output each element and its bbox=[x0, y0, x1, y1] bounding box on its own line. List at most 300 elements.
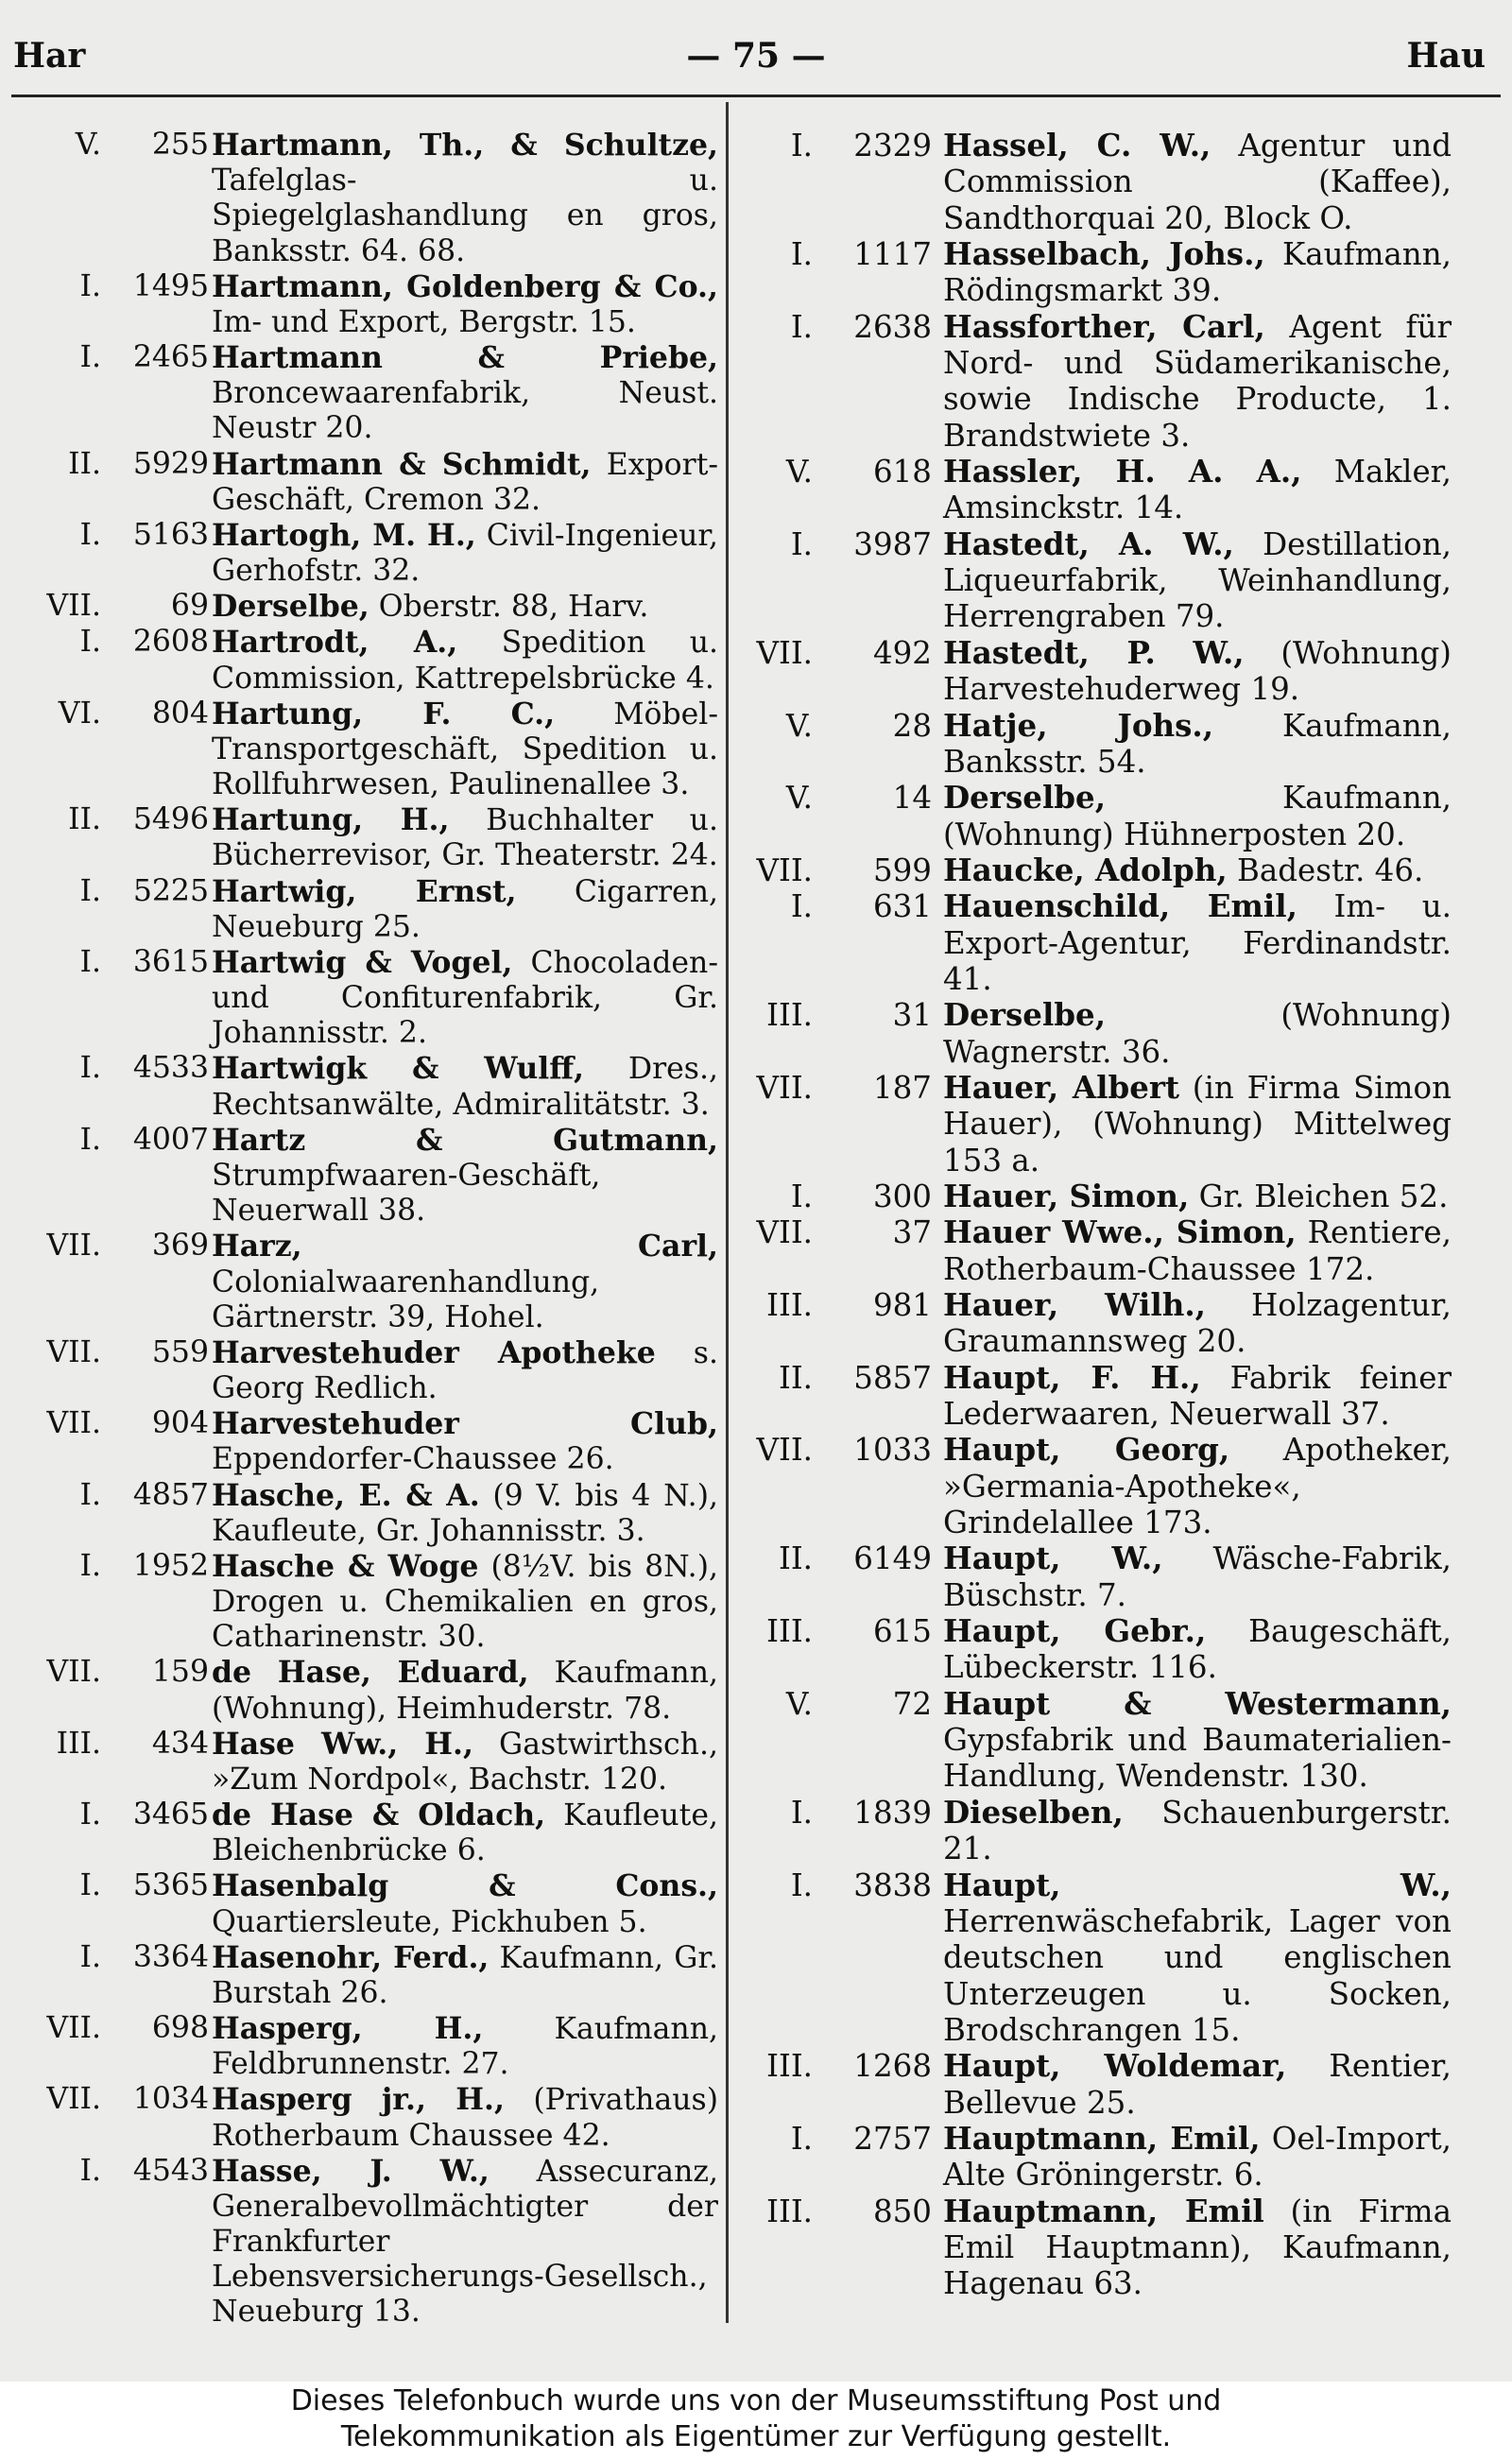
directory-entry bbox=[735, 2121, 1452, 2193]
exchange-district: V. bbox=[785, 1685, 813, 1722]
entry-text bbox=[943, 780, 1452, 852]
entry-text bbox=[212, 1868, 718, 1939]
subscriber-name: Hase Ww., H., bbox=[212, 1726, 473, 1762]
entry-text bbox=[943, 1540, 1452, 1613]
subscriber-details: Kaufleute, Bleichenbrücke 6. bbox=[212, 1798, 718, 1868]
directory-entry bbox=[735, 1867, 1452, 2049]
line-number: 28 bbox=[892, 707, 932, 744]
phone-number bbox=[735, 309, 943, 345]
subscriber-name: Derselbe, bbox=[943, 996, 1107, 1034]
phone-number bbox=[11, 697, 212, 731]
exchange-district: II. bbox=[68, 446, 101, 481]
subscriber-details: Badestr. 46. bbox=[1227, 852, 1424, 888]
phone-number bbox=[735, 1867, 943, 1903]
phone-number bbox=[735, 454, 943, 490]
line-number: 4007 bbox=[132, 1122, 209, 1157]
line-number: 698 bbox=[151, 2011, 209, 2046]
subscriber-name: Hartmann, Th., & Schultze, bbox=[212, 128, 718, 163]
line-number: 1839 bbox=[853, 1794, 932, 1831]
entry-text bbox=[943, 2048, 1452, 2121]
line-number: 631 bbox=[872, 888, 932, 925]
subscriber-name: Hasenohr, Ferd., bbox=[212, 1939, 490, 1975]
line-number: 4857 bbox=[132, 1477, 209, 1512]
phone-number bbox=[735, 635, 943, 671]
phone-number bbox=[11, 1123, 212, 1158]
subscriber-details: s. Georg Redlich. bbox=[212, 1335, 718, 1406]
subscriber-name: Hasse, J. W., bbox=[212, 2153, 490, 2189]
directory-entry bbox=[11, 1549, 718, 1656]
line-number: 2757 bbox=[853, 2120, 932, 2157]
entry-text bbox=[212, 128, 718, 269]
subscriber-name: Hasselbach, Johs., bbox=[943, 235, 1265, 273]
subscriber-details: Kaufmann, Feldbrunnenstr. 27. bbox=[212, 2012, 718, 2082]
subscriber-details: Fabrik feiner Lederwaaren, Neuerwall 37. bbox=[943, 1359, 1452, 1433]
directory-entry bbox=[735, 1287, 1452, 1360]
entry-text bbox=[212, 874, 718, 945]
subscriber-name: Hartogh, M. H., bbox=[212, 517, 476, 553]
line-number: 850 bbox=[872, 2193, 932, 2229]
subscriber-details: (Wohnung) Harvestehuderweg 19. bbox=[943, 634, 1452, 708]
directory-entry bbox=[11, 1229, 718, 1335]
subscriber-details: Oberstr. 88, Harv. bbox=[369, 590, 649, 625]
directory-entry bbox=[735, 309, 1452, 454]
directory-entry bbox=[735, 454, 1452, 526]
directory-entry bbox=[11, 1940, 718, 2011]
entry-text bbox=[212, 1123, 718, 1230]
subscriber-details: Colonialwaarenhandlung, Gärtnerstr. 39, Hohel. bbox=[212, 1264, 600, 1334]
entry-text bbox=[943, 708, 1452, 781]
phone-number bbox=[11, 128, 212, 163]
subscriber-details: Möbel-Transportgeschäft, Spedition u. Rollfuhrwesen, Paulinenallee 3. bbox=[212, 697, 718, 802]
line-number: 369 bbox=[151, 1229, 209, 1264]
entry-text bbox=[212, 1478, 718, 1549]
line-number: 615 bbox=[872, 1613, 932, 1650]
exchange-district: II. bbox=[68, 802, 101, 837]
subscriber-name: Derselbe, bbox=[212, 589, 369, 625]
subscriber-details: Herrenwäschefabrik, Lager von deutschen und englischen Unterzeugen u. Socken, Brodschrangen 15. bbox=[943, 1902, 1452, 2048]
subscriber-name: Harz, Carl, bbox=[212, 1229, 718, 1264]
exchange-district: I. bbox=[790, 128, 813, 163]
exchange-district: III. bbox=[766, 1613, 813, 1650]
entry-text bbox=[943, 1360, 1452, 1433]
directory-entry bbox=[735, 780, 1452, 852]
phone-number bbox=[735, 1214, 943, 1250]
subscriber-name: Hastedt, P. W., bbox=[943, 633, 1245, 671]
directory-entry bbox=[11, 1868, 718, 1939]
directory-entry bbox=[11, 128, 718, 269]
subscriber-details: Destillation, Liqueurfabrik, Weinhandlung, Herrengraben 79. bbox=[943, 525, 1452, 635]
subscriber-name: Hauer, Simon, bbox=[943, 1177, 1190, 1214]
right-column bbox=[735, 128, 1452, 2302]
subscriber-details: Rentier, Bellevue 25. bbox=[943, 2048, 1452, 2121]
line-number: 2329 bbox=[853, 128, 932, 163]
subscriber-details: Schauenburgerstr. 21. bbox=[943, 1794, 1452, 1867]
line-number: 599 bbox=[872, 852, 932, 888]
column-divider bbox=[726, 102, 729, 2323]
subscriber-details: Gypsfabrik und Baumaterialien-Handlung, Wendenstr. 130. bbox=[943, 1722, 1452, 1795]
footer-line-2: Telekommunikation als Eigentümer zur Verfügung gestellt. bbox=[340, 2420, 1172, 2453]
line-number: 4533 bbox=[132, 1051, 209, 1086]
subscriber-details: Makler, Amsinckstr. 14. bbox=[943, 454, 1452, 526]
header-rule bbox=[11, 95, 1501, 97]
directory-entry bbox=[735, 526, 1452, 635]
directory-entry bbox=[735, 708, 1452, 781]
subscriber-details: Gr. Bleichen 52. bbox=[1189, 1178, 1449, 1214]
phone-number bbox=[11, 1335, 212, 1370]
exchange-district: I. bbox=[790, 525, 813, 562]
subscriber-name: Hartrodt, A., bbox=[212, 625, 458, 661]
directory-entry bbox=[735, 888, 1452, 997]
exchange-district: II. bbox=[778, 1540, 813, 1577]
directory-entry bbox=[11, 340, 718, 447]
entry-text bbox=[212, 2011, 718, 2082]
exchange-district: VII. bbox=[756, 1432, 813, 1469]
directory-entry bbox=[735, 2048, 1452, 2121]
entry-text bbox=[212, 1549, 718, 1656]
exchange-district: V. bbox=[785, 780, 813, 817]
line-number: 3364 bbox=[132, 1939, 209, 1974]
subscriber-details: Tafelglas- u. Spiegelglashandlung en gros, Banksstr. 64. 68. bbox=[212, 163, 718, 268]
phone-number bbox=[735, 1613, 943, 1649]
directory-entry bbox=[11, 1798, 718, 1868]
footer-line-1: Dieses Telefonbuch wurde uns von der Museumsstiftung Post und bbox=[290, 2384, 1222, 2417]
entry-text bbox=[943, 128, 1452, 236]
exchange-district: VII. bbox=[46, 589, 101, 624]
directory-entry bbox=[735, 852, 1452, 888]
exchange-district: VII. bbox=[756, 1069, 813, 1106]
exchange-district: I. bbox=[790, 1794, 813, 1831]
exchange-district: VII. bbox=[756, 634, 813, 671]
subscriber-details: (Privathaus) Rotherbaum Chaussee 42. bbox=[212, 2083, 718, 2153]
subscriber-details: Agentur und Commission (Kaffee), Sandthorquai 20, Block O. bbox=[943, 128, 1452, 236]
subscriber-name: Hartwig, Ernst, bbox=[212, 873, 517, 909]
subscriber-name: Hasenbalg & Cons., bbox=[212, 1868, 718, 1904]
line-number: 187 bbox=[872, 1069, 932, 1106]
line-number: 5163 bbox=[132, 517, 209, 552]
phone-number bbox=[11, 589, 212, 624]
line-number: 1033 bbox=[853, 1432, 932, 1469]
exchange-district: I. bbox=[79, 1868, 101, 1903]
subscriber-name: Harvestehuder Apotheke bbox=[212, 1334, 656, 1370]
subscriber-name: Hartmann & Priebe, bbox=[212, 340, 718, 376]
directory-entry bbox=[11, 518, 718, 589]
subscriber-name: Hartz & Gutmann, bbox=[212, 1122, 718, 1158]
entry-text bbox=[212, 2082, 718, 2153]
entry-text bbox=[212, 1655, 718, 1726]
phone-number bbox=[735, 708, 943, 744]
directory-entry bbox=[735, 635, 1452, 708]
entry-text bbox=[212, 1229, 718, 1335]
exchange-district: V. bbox=[785, 707, 813, 744]
subscriber-details: Oel-Import, Alte Gröningerstr. 6. bbox=[943, 2120, 1452, 2193]
subscriber-name: Hartmann & Schmidt, bbox=[212, 446, 592, 482]
entry-text bbox=[943, 1214, 1452, 1287]
subscriber-details: Cigarren, Neueburg 25. bbox=[212, 874, 718, 944]
exchange-district: VII. bbox=[46, 1406, 101, 1441]
exchange-district: I. bbox=[79, 1122, 101, 1157]
line-number: 1117 bbox=[853, 236, 932, 273]
phone-number bbox=[11, 874, 212, 909]
exchange-district: I. bbox=[79, 1477, 101, 1512]
exchange-district: I. bbox=[790, 1867, 813, 1903]
subscriber-name: Hasperg jr., H., bbox=[212, 2082, 505, 2118]
exchange-district: VII. bbox=[756, 1214, 813, 1251]
entry-text bbox=[212, 1335, 718, 1406]
phone-number bbox=[735, 888, 943, 924]
phone-number bbox=[735, 1178, 943, 1214]
entry-text bbox=[212, 1798, 718, 1868]
directory-entry bbox=[735, 1795, 1452, 1867]
entry-text bbox=[943, 1613, 1452, 1686]
line-number: 492 bbox=[872, 634, 932, 671]
directory-entry bbox=[11, 2082, 718, 2153]
line-number: 3987 bbox=[853, 525, 932, 562]
directory-entry bbox=[11, 1727, 718, 1798]
line-number: 1034 bbox=[132, 2082, 209, 2117]
line-number: 31 bbox=[892, 997, 932, 1034]
entry-text bbox=[943, 454, 1452, 526]
left-column bbox=[11, 128, 718, 2331]
line-number: 69 bbox=[170, 589, 209, 624]
subscriber-name: Hassel, C. W., bbox=[943, 127, 1211, 163]
directory-entry bbox=[735, 1178, 1452, 1214]
entry-text bbox=[943, 1070, 1452, 1178]
subscriber-name: Hauptmann, Emil bbox=[943, 2192, 1264, 2229]
line-number: 2638 bbox=[853, 308, 932, 345]
subscriber-details: Im- und Export, Bergstr. 15. bbox=[212, 304, 636, 339]
phone-number bbox=[735, 2048, 943, 2084]
subscriber-name: Hatje, Johs., bbox=[943, 706, 1214, 744]
exchange-district: V. bbox=[75, 128, 101, 162]
subscriber-name: Hauer, Albert bbox=[943, 1068, 1180, 1106]
subscriber-name: Haucke, Adolph, bbox=[943, 851, 1228, 888]
subscriber-name: Hassler, H. A. A., bbox=[943, 453, 1302, 490]
subscriber-name: de Hase & Oldach, bbox=[212, 1798, 546, 1833]
entry-text bbox=[212, 269, 718, 340]
directory-entry bbox=[735, 1432, 1452, 1540]
phone-number bbox=[11, 1940, 212, 1975]
entry-text bbox=[943, 635, 1452, 708]
directory-entry bbox=[11, 2154, 718, 2331]
line-number: 981 bbox=[872, 1287, 932, 1323]
subscriber-name: Hasche & Woge bbox=[212, 1548, 479, 1584]
entry-text bbox=[212, 447, 718, 518]
subscriber-name: Haupt & Westermann, bbox=[943, 1684, 1452, 1722]
footer-note bbox=[0, 2383, 1512, 2460]
header-right: Hau bbox=[1406, 36, 1486, 76]
line-number: 618 bbox=[872, 454, 932, 490]
entry-text bbox=[943, 1867, 1452, 2049]
line-number: 255 bbox=[151, 128, 209, 162]
phone-number bbox=[11, 1229, 212, 1264]
directory-entry bbox=[735, 1214, 1452, 1287]
directory-entry bbox=[11, 1123, 718, 1230]
line-number: 5929 bbox=[132, 446, 209, 481]
exchange-district: VI. bbox=[58, 696, 101, 731]
subscriber-details: (in Firma Simon Hauer), (Wohnung) Mittelweg 153 a. bbox=[943, 1069, 1452, 1178]
phone-number bbox=[735, 2193, 943, 2229]
exchange-district: I. bbox=[79, 268, 101, 303]
subscriber-name: Hasperg, H., bbox=[212, 2011, 484, 2047]
line-number: 1268 bbox=[853, 2048, 932, 2085]
line-number: 4543 bbox=[132, 2153, 209, 2188]
entry-text bbox=[212, 1051, 718, 1122]
subscriber-name: Hastedt, A. W., bbox=[943, 525, 1234, 562]
subscriber-name: Derselbe, bbox=[943, 779, 1107, 817]
subscriber-name: Hasche, E. & A. bbox=[212, 1477, 480, 1513]
subscriber-name: Hassforther, Carl, bbox=[943, 307, 1265, 345]
line-number: 300 bbox=[872, 1178, 932, 1214]
entry-text bbox=[212, 589, 718, 625]
entry-text bbox=[212, 1940, 718, 2011]
exchange-district: I. bbox=[790, 2120, 813, 2157]
subscriber-name: Dieselben, bbox=[943, 1793, 1124, 1831]
line-number: 434 bbox=[151, 1726, 209, 1761]
subscriber-name: Hauenschild, Emil, bbox=[943, 887, 1297, 925]
directory-entry bbox=[11, 2011, 718, 2082]
exchange-district: III. bbox=[766, 2193, 813, 2229]
line-number: 5857 bbox=[853, 1359, 932, 1396]
exchange-district: III. bbox=[766, 1287, 813, 1323]
directory-entry bbox=[11, 874, 718, 945]
exchange-district: I. bbox=[790, 888, 813, 925]
entry-text bbox=[943, 997, 1452, 1070]
subscriber-details: Kaufmann, Gr. Burstah 26. bbox=[212, 1940, 718, 2010]
subscriber-details: Buchhalter u. Bücherrevisor, Gr. Theaterstr. 24. bbox=[212, 803, 718, 873]
subscriber-details: Kaufmann, (Wohnung) Hühnerposten 20. bbox=[943, 780, 1452, 852]
entry-text bbox=[943, 1795, 1452, 1867]
phone-number bbox=[11, 1655, 212, 1690]
directory-entry bbox=[11, 589, 718, 625]
line-number: 5496 bbox=[132, 802, 209, 837]
subscriber-name: Haupt, W., bbox=[943, 1540, 1163, 1577]
phone-number bbox=[11, 2082, 212, 2117]
exchange-district: I. bbox=[79, 1051, 101, 1086]
line-number: 3465 bbox=[132, 1798, 209, 1832]
line-number: 1952 bbox=[132, 1548, 209, 1583]
directory-entry bbox=[735, 1070, 1452, 1178]
phone-number bbox=[735, 997, 943, 1033]
exchange-district: I. bbox=[79, 1798, 101, 1832]
subscriber-name: Haupt, Woldemar, bbox=[943, 2047, 1287, 2085]
subscriber-details: Holzagentur, Graumannsweg 20. bbox=[943, 1287, 1452, 1360]
directory-entry bbox=[11, 269, 718, 340]
directory-entry bbox=[735, 128, 1452, 236]
line-number: 3615 bbox=[132, 944, 209, 979]
phone-number bbox=[735, 128, 943, 163]
entry-text bbox=[212, 802, 718, 873]
entry-text bbox=[943, 2193, 1452, 2302]
line-number: 904 bbox=[151, 1406, 209, 1441]
entry-text bbox=[943, 526, 1452, 635]
exchange-district: III. bbox=[766, 997, 813, 1034]
exchange-district: V. bbox=[785, 454, 813, 490]
phone-number bbox=[11, 1798, 212, 1832]
directory-entry bbox=[735, 1686, 1452, 1795]
directory-entry bbox=[735, 1360, 1452, 1433]
subscriber-details: Kaufmann, Rödingsmarkt 39. bbox=[943, 236, 1452, 309]
exchange-district: I. bbox=[79, 625, 101, 660]
subscriber-name: de Hase, Eduard, bbox=[212, 1655, 529, 1691]
page-number: — 75 — bbox=[686, 36, 826, 76]
exchange-district: VII. bbox=[46, 1655, 101, 1690]
phone-number bbox=[11, 518, 212, 553]
exchange-district: VII. bbox=[46, 2011, 101, 2046]
phone-number bbox=[735, 1686, 943, 1722]
phone-number bbox=[735, 1360, 943, 1396]
phone-number bbox=[11, 625, 212, 660]
directory-entry bbox=[735, 997, 1452, 1070]
subscriber-details: Gastwirthsch., »Zum Nordpol«, Bachstr. 120. bbox=[212, 1727, 718, 1797]
line-number: 72 bbox=[892, 1685, 932, 1722]
exchange-district: I. bbox=[790, 1178, 813, 1214]
line-number: 14 bbox=[892, 780, 932, 817]
header-left: Har bbox=[13, 36, 86, 76]
directory-entry bbox=[11, 1335, 718, 1406]
subscriber-details: (9 V. bis 4 N.), Kaufleute, Gr. Johannisstr. 3. bbox=[212, 1478, 718, 1548]
exchange-district: VII. bbox=[46, 2082, 101, 2117]
entry-text bbox=[212, 1406, 718, 1477]
entry-text bbox=[943, 236, 1452, 309]
directory-entry bbox=[11, 1051, 718, 1122]
subscriber-details: Dres., Rechtsanwälte, Admiralitätstr. 3. bbox=[212, 1052, 718, 1122]
entry-text bbox=[212, 1727, 718, 1798]
subscriber-details: Strumpfwaaren-Geschäft, Neuerwall 38. bbox=[212, 1158, 601, 1229]
subscriber-details: Eppendorfer-Chaussee 26. bbox=[212, 1442, 614, 1477]
entry-text bbox=[943, 2121, 1452, 2193]
phone-number bbox=[11, 1406, 212, 1441]
exchange-district: I. bbox=[79, 873, 101, 908]
subscriber-details: (in Firma Emil Hauptmann), Kaufmann, Hagenau 63. bbox=[943, 2193, 1452, 2302]
phone-number bbox=[11, 1727, 212, 1762]
phone-number bbox=[11, 1549, 212, 1584]
phone-number bbox=[11, 269, 212, 304]
phone-number bbox=[11, 2011, 212, 2046]
exchange-district: I. bbox=[79, 2153, 101, 2188]
entry-text bbox=[212, 625, 718, 696]
subscriber-details: Chocoladen- und Confiturenfabrik, Gr. Johannisstr. 2. bbox=[212, 945, 718, 1051]
exchange-district: II. bbox=[778, 1359, 813, 1396]
phone-number bbox=[735, 236, 943, 272]
directory-entry bbox=[11, 1655, 718, 1726]
exchange-district: I. bbox=[790, 236, 813, 273]
directory-entry bbox=[735, 1540, 1452, 1613]
line-number: 1495 bbox=[132, 268, 209, 303]
exchange-district: I. bbox=[79, 1548, 101, 1583]
subscriber-details: Baugeschäft, Lübeckerstr. 116. bbox=[943, 1613, 1452, 1686]
phone-number bbox=[735, 1795, 943, 1831]
subscriber-details: Spedition u. Commission, Kattrepelsbrücke 4. bbox=[212, 626, 719, 696]
line-number: 37 bbox=[892, 1214, 932, 1251]
subscriber-details: Civil-Ingenieur, Gerhofstr. 32. bbox=[212, 518, 718, 589]
phone-number bbox=[735, 780, 943, 816]
entry-text bbox=[212, 945, 718, 1052]
entry-text bbox=[943, 1287, 1452, 1360]
subscriber-name: Hartung, F. C., bbox=[212, 696, 556, 731]
directory-entry bbox=[735, 2193, 1452, 2302]
line-number: 159 bbox=[151, 1655, 209, 1690]
phone-number bbox=[735, 526, 943, 562]
directory-entry bbox=[11, 802, 718, 873]
phone-number bbox=[11, 447, 212, 482]
subscriber-details: Export-Geschäft, Cremon 32. bbox=[212, 447, 719, 517]
line-number: 5225 bbox=[132, 873, 209, 908]
exchange-district: III. bbox=[56, 1726, 101, 1761]
line-number: 804 bbox=[151, 696, 209, 731]
exchange-district: I. bbox=[79, 517, 101, 552]
exchange-district: I. bbox=[79, 1939, 101, 1974]
phone-number bbox=[735, 1540, 943, 1576]
